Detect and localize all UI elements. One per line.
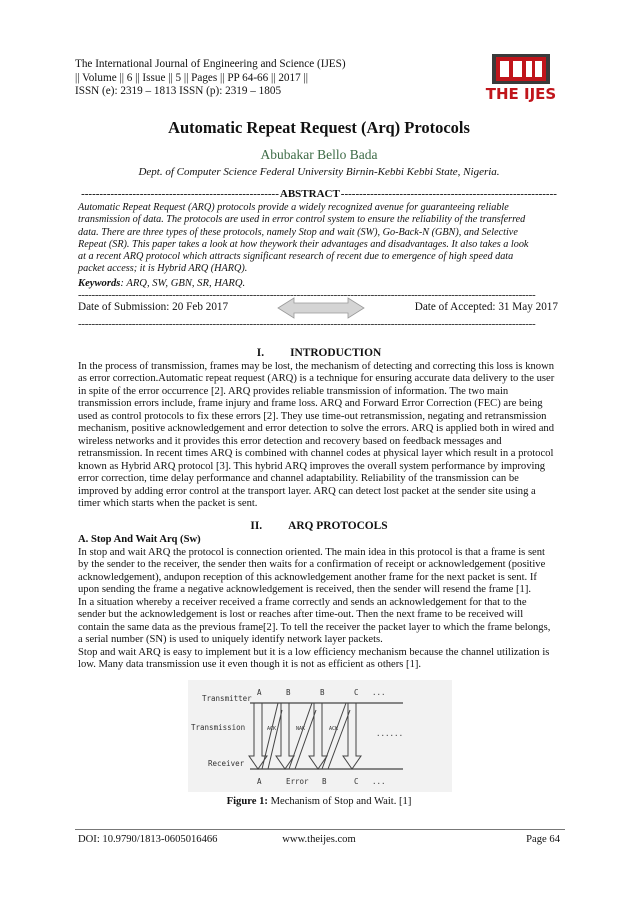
paper-author: Abubakar Bello Bada <box>260 147 378 162</box>
double-arrow-icon <box>276 296 366 320</box>
abstract-heading: ABSTRACT <box>279 188 340 200</box>
accepted-date: Date of Accepted: 31 May 2017 <box>414 301 558 313</box>
keywords-label: Keywords <box>78 278 121 289</box>
text-line: Stop and wait ARQ is easy to implement but it is a low efficiency mechanism because the channel utilization is <box>78 646 550 658</box>
text-line: In the process of transmission, frames may be lost, the mechanism of detecting and correcting this loss is known <box>78 361 555 372</box>
text-line: a serial number (SN) is used to uniquely identify network layer packets. <box>78 634 383 646</box>
ack-label-2: ACK <box>329 726 339 732</box>
figure-caption-text: Mechanism of Stop and Wait. [1] <box>267 796 412 807</box>
logo-text: THE IJES <box>485 85 557 102</box>
text-line: low. Many data transmission use it even though it is not as efficient as others [1]. <box>78 659 422 671</box>
section-title: INTRODUCTION <box>290 347 382 359</box>
abstract-heading-row: ------------------------------------------------------ABSTRACT----------------------------------------------------------- <box>81 188 557 200</box>
bottom-label-b: B <box>322 777 327 786</box>
text-line: transmission errors include, frame injury and frame loss. ARQ and Forward Error Correction (FEC) are being <box>78 398 543 410</box>
text-line: upon sending the frame a negative acknowledgement is received, then the sender will resend the frame [1]. <box>78 584 532 596</box>
journal-issn: ISSN (e): 2319 – 1813 ISSN (p): 2319 – 1805 <box>75 85 282 97</box>
abstract-line: Repeat (SR). This paper takes a look at how theywork their advantages and disadvantages. It also takes a look <box>78 238 529 250</box>
abstract-line: data. There are three types of these protocols, namely Stop and wait (SW), Go-Back-N (GBN), and Selective <box>78 226 518 238</box>
section-number: I. <box>256 347 265 359</box>
text-line: in spite of the error occurrence [2]. ARQ provides reliable transmission of information. The two main <box>78 385 509 397</box>
text-line: error correction, time delay performance and channel adaptability. Reliability of the transmission can be <box>78 473 519 485</box>
top-label-a: A <box>257 688 262 697</box>
middle-dots: ...... <box>376 729 404 738</box>
keywords <box>78 278 245 289</box>
abstract-line: at a recent ARQ protocol which attracts significant research of recent due to emergence of high speed data <box>78 251 514 263</box>
transmitter-label: Transmitter <box>202 694 252 703</box>
journal-volume: || Volume || 6 || Issue || 5 || Pages || PP 64-66 || 2017 || <box>75 71 308 84</box>
text-line: sender but the acknowledgement is lost or reaches after time-out. Then the next frame to be received will <box>78 609 524 621</box>
introduction-text <box>78 361 560 510</box>
text-line: retransmission. In recent times ARQ is combined with channel codes at physical layer which result in a protocol <box>78 448 554 460</box>
stop-and-wait-diagram <box>188 680 452 792</box>
journal-name: The International Journal of Engineering and Science (IJES) <box>75 58 346 70</box>
abstract-line: packet access; it is Hybrid ARQ (HARQ). <box>78 263 248 275</box>
section-heading-introduction <box>0 347 638 359</box>
paper-title: Automatic Repeat Request (Arq) Protocols <box>168 118 470 137</box>
text-line: mechanism, positive acknowledgement and error detection to solve the errors. ARQ is applied both in wired and <box>78 423 555 435</box>
footer-website: www.theijes.com <box>282 834 356 845</box>
section-heading-arq-protocols <box>0 520 638 532</box>
top-label-b2: B <box>320 688 325 697</box>
abstract-text <box>78 202 560 276</box>
journal-logo <box>478 52 564 102</box>
text-line: contain the same data as the previous frame[2]. To tell the receiver the packet layer to which the frame belongs, <box>78 621 551 633</box>
text-line: In a situation whereby a receiver received a frame correctly and sends an acknowledgement for that to the <box>78 596 527 608</box>
transmission-label: Transmission <box>191 723 246 732</box>
bottom-label-error: Error <box>286 777 309 786</box>
text-line: improved by adding error control at the transport layer. ARQ can detect lost packet at the sender site using a <box>78 485 536 497</box>
paper-affiliation: Dept. of Computer Science Federal University Birnin-Kebbi Kebbi State, Nigeria. <box>138 166 500 178</box>
nak-label: NAK <box>296 726 306 732</box>
figure-caption <box>0 796 638 807</box>
divider-top: ---------------------------------------------------------------------------------------------------------------------------------------- <box>78 289 536 301</box>
text-line: by the sender to the receiver, the sender then waits for a confirmation of receipt or acknowledgement (positive <box>78 559 546 571</box>
top-label-dots: ... <box>372 688 386 697</box>
divider-bottom: ---------------------------------------------------------------------------------------------------------------------------------------- <box>78 318 536 330</box>
stop-and-wait-text <box>78 547 560 672</box>
ack-label: ACK <box>267 726 277 732</box>
keywords-list: : ARQ, SW, GBN, SR, HARQ. <box>120 278 246 289</box>
bottom-label-a: A <box>257 777 262 786</box>
abstract-line: transmission of data. The protocols are used in error control system to ensure the reliability of the transferred <box>78 214 526 226</box>
top-label-b: B <box>286 688 291 697</box>
footer-divider <box>75 829 565 830</box>
section-title: ARQ PROTOCOLS <box>288 520 388 532</box>
footer-doi: DOI: 10.9790/1813-0605016466 <box>78 834 218 845</box>
text-line: acknowledgement), andupon reception of this acknowledgement another frame for the next packet is sent. If <box>78 571 537 583</box>
section-number: II. <box>250 520 263 532</box>
abstract-line: Automatic Repeat Request (ARQ) protocols provide a widely recognized avenue for guaranteeing reliable <box>78 202 509 213</box>
text-line: used as control protocols to fix these errors [2]. They use time-out retransmission, negating and retransmission <box>78 410 547 422</box>
bottom-label-dots: ... <box>372 777 386 786</box>
receiver-label: Receiver <box>208 759 245 768</box>
subsection-heading: A. Stop And Wait Arq (Sw) <box>78 534 201 545</box>
bottom-label-c: C <box>354 777 359 786</box>
submission-date: Date of Submission: 20 Feb 2017 <box>78 301 229 313</box>
text-line: timer which starts when the packet is sent. <box>78 497 258 509</box>
text-line: wireless networks and it provides this error detection and recovery based on feedback messages and <box>78 435 502 447</box>
footer-page-number: Page 64 <box>526 834 560 845</box>
text-line: known as Hybrid ARQ protocol [3]. This hybrid ARQ improves the overall system performance by improving <box>78 460 546 472</box>
text-line: as error correction.Automatic repeat request (ARQ) is a technique for ensuring accurate data delivery to the user <box>78 373 555 385</box>
figure-caption-label: Figure 1: <box>226 796 268 807</box>
top-label-c: C <box>354 688 359 697</box>
text-line: In stop and wait ARQ the protocol is connection oriented. The main idea in this protocol is that a frame is sent <box>78 547 546 558</box>
